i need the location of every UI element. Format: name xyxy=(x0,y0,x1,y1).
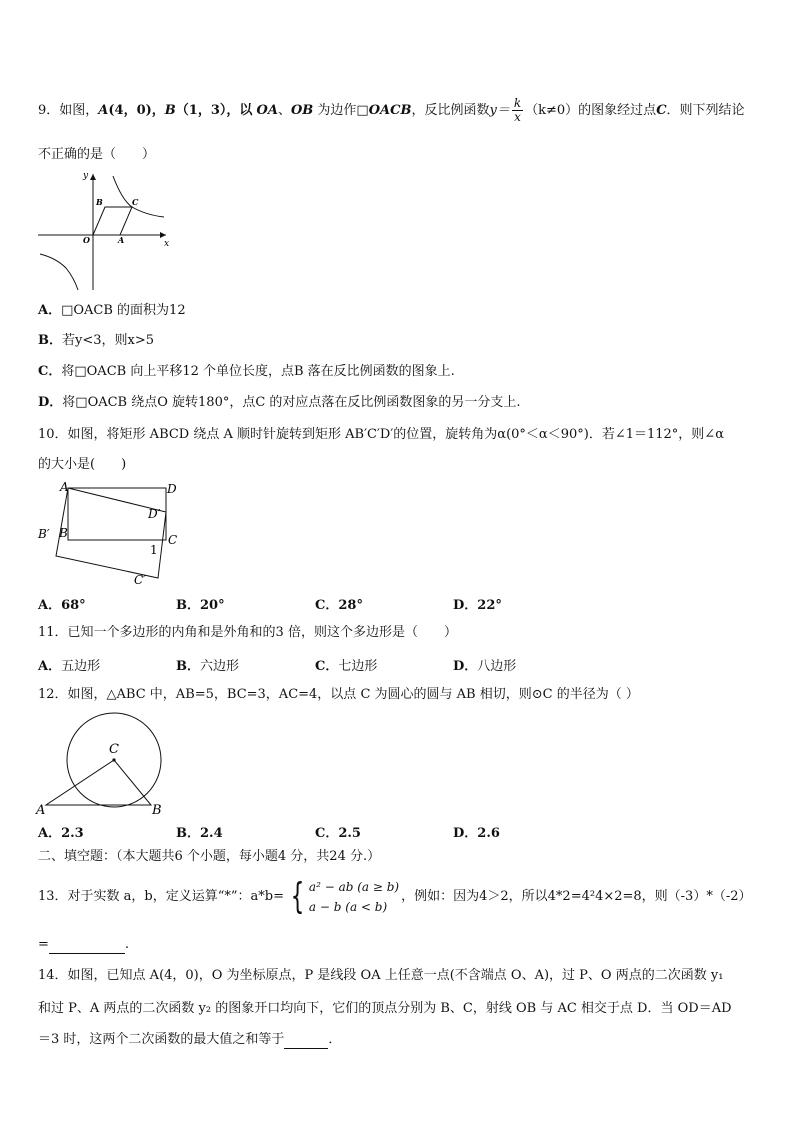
q10-option-b-text: 20° xyxy=(200,598,225,613)
q9-option-c[interactable] xyxy=(38,363,455,381)
q10-figure xyxy=(36,478,186,590)
q9-text: 如图， xyxy=(59,103,99,118)
q12-option-a-text: 2.3 xyxy=(61,826,84,841)
q12-fig-a: A xyxy=(36,803,46,818)
q9-text5: ．则下列结论 xyxy=(666,103,745,118)
q13-suffix: ，例如：因为4＞2，所以4*2=4²4×2=8，则（-3）*（-2） xyxy=(401,889,752,904)
q9-fig-b: B xyxy=(96,197,103,207)
q10-fig-a: A xyxy=(60,480,69,494)
q12-fig-b: B xyxy=(152,803,162,818)
q14-line1: 14．如图，已知点 A(4，0)，O 为坐标原点，P 是线段 OA 上任意一点(不含端点 O、A)，过 P、O 两点的二次函数 y₁ xyxy=(38,968,724,983)
q10-fig-c: C xyxy=(168,533,178,547)
q13-line2 xyxy=(38,936,129,954)
q9-hyperbola-branch2 xyxy=(40,254,78,290)
q11-option-d[interactable] xyxy=(453,655,516,674)
q13-line1 xyxy=(38,872,752,922)
q9-option-a[interactable] xyxy=(38,302,186,320)
q9-a-coord: (4，0)， xyxy=(108,103,165,118)
q10-option-c-label: C． xyxy=(315,598,339,613)
q13-prefix: 13．对于实数 a，b，定义运算“*”：a*b= xyxy=(38,889,285,904)
q9-frac-num: k xyxy=(513,96,522,110)
q9-option-b-text: 若y<3，则x>5 xyxy=(62,333,155,348)
q9-point-b: B xyxy=(164,103,176,118)
q9-line2: 不正确的是（ ） xyxy=(38,147,156,162)
q12-option-b-text: 2.4 xyxy=(200,826,223,841)
q12-fig-c: C xyxy=(109,742,119,757)
q9-oacb: OACB xyxy=(368,103,412,118)
q10-option-a-text: 68° xyxy=(61,598,86,613)
q9-frac-den: x xyxy=(514,110,521,124)
q9-option-b[interactable] xyxy=(38,332,154,350)
q9-ob: OB xyxy=(290,103,314,118)
q10-option-d-label: D． xyxy=(453,598,478,613)
q10-option-b[interactable] xyxy=(176,594,225,613)
q10-fig-d: D xyxy=(167,482,177,496)
q9-option-c-text: 将□OACB 向上平移12 个单位长度，点B 落在反比例函数的图象上. xyxy=(61,364,455,379)
q11-option-a[interactable] xyxy=(38,655,100,674)
q9-fraction xyxy=(512,97,523,124)
q10-fig-cp: C′ xyxy=(134,573,146,587)
q12-option-c[interactable] xyxy=(315,822,361,841)
q9-number: 9． xyxy=(38,103,60,118)
q9-y-eq: y＝ xyxy=(489,103,510,118)
q13-end: . xyxy=(124,937,130,952)
q9-b-coord: （1，3），以 xyxy=(175,103,253,118)
q11-option-d-label: D． xyxy=(453,659,478,674)
q11-option-c[interactable] xyxy=(315,655,377,674)
q11-option-b-text: 六边形 xyxy=(200,659,240,674)
q9-option-b-label: B． xyxy=(38,333,62,348)
q11-option-b-label: B． xyxy=(176,659,200,674)
q10-option-a[interactable] xyxy=(38,594,86,613)
q9-option-d-text: 将□OACB 绕点O 旋转180°，点C 的对应点落在反比例函数图象的另一分支上. xyxy=(62,395,521,410)
q10-fig-dp: D′ xyxy=(148,507,161,521)
q9-option-d[interactable] xyxy=(38,394,521,412)
q9-option-c-label: C． xyxy=(38,364,62,379)
q9-fig-o: O xyxy=(83,235,90,245)
q13-piecewise xyxy=(286,877,399,917)
q9-x-label: x xyxy=(164,239,170,249)
q10-fig-1: 1 xyxy=(150,543,158,557)
q12-option-a[interactable] xyxy=(38,822,84,841)
q13-case2: a − b (a < b) xyxy=(308,899,388,914)
q9-text4: 的图象经过点 xyxy=(578,103,657,118)
q9-option-a-text: □OACB 的面积为12 xyxy=(61,303,186,318)
q13-answer-blank[interactable] xyxy=(49,939,125,954)
q11-option-a-label: A． xyxy=(38,659,62,674)
q10-line1: 10．如图，将矩形 ABCD 绕点 A 顺时针旋转到矩形 AB′C′D′的位置，旋转角为α(0°＜α＜90°)．若∠1＝112°，则∠α xyxy=(38,427,724,442)
q11-option-a-text: 五边形 xyxy=(61,659,101,674)
q12-center-dot xyxy=(112,758,115,761)
q9-parallelogram xyxy=(93,207,132,235)
q13-brace: { xyxy=(290,875,305,917)
q12-figure xyxy=(34,708,169,820)
q9-option-d-label: D． xyxy=(38,395,63,410)
q10-line2: 的大小是( ) xyxy=(38,457,127,472)
q13-eq: = xyxy=(38,937,49,952)
q9-cond: （k≠0） xyxy=(525,103,579,118)
q9-figure xyxy=(36,168,176,293)
q12-option-c-text: 2.5 xyxy=(338,826,361,841)
q10-rect-rotated xyxy=(56,488,166,578)
q11-option-c-label: C． xyxy=(315,659,339,674)
q9-text3: ，反比例函数 xyxy=(411,103,490,118)
q10-option-c[interactable] xyxy=(315,594,363,613)
q12-option-c-label: C． xyxy=(315,826,339,841)
q14-answer-blank[interactable] xyxy=(284,1034,328,1049)
q13-cases xyxy=(309,877,399,917)
q11-option-d-text: 八边形 xyxy=(477,659,517,674)
q9-fig-c: C xyxy=(132,197,139,207)
q10-option-a-label: A． xyxy=(38,598,62,613)
q14-line3 xyxy=(38,1031,341,1049)
q9-option-a-label: A． xyxy=(38,303,62,318)
q14-line2: 和过 P、A 两点的二次函数 y₂ 的图象开口均向下，它们的顶点分别为 B、C，射线 OB 与 AC 相交于点 D．当 OD＝AD xyxy=(38,1001,732,1016)
q9-y-label: y xyxy=(83,171,89,181)
q9-text2: 为边作□ xyxy=(317,103,369,118)
q10-option-b-label: B． xyxy=(176,598,200,613)
q11-option-c-text: 七边形 xyxy=(338,659,378,674)
q12-option-d-text: 2.6 xyxy=(477,826,500,841)
q12-option-b-label: B． xyxy=(176,826,200,841)
q9-line1 xyxy=(38,97,745,124)
q12-option-a-label: A． xyxy=(38,826,62,841)
q10-option-c-text: 28° xyxy=(338,598,363,613)
q10-option-d-text: 22° xyxy=(477,598,502,613)
q12-option-d[interactable] xyxy=(453,822,500,841)
q9-fig-a: A xyxy=(118,235,125,245)
q12-triangle xyxy=(46,760,151,805)
q10-option-d[interactable] xyxy=(453,594,502,613)
q9-oa: OA xyxy=(256,103,278,118)
q14-end: ． xyxy=(328,1032,342,1047)
q9-point-a: A xyxy=(98,103,109,118)
q10-fig-bp: B′ xyxy=(38,527,50,541)
q9-point-c: C xyxy=(656,103,667,118)
q9-sep: 、 xyxy=(277,103,291,118)
q9-hyperbola-branch1 xyxy=(113,176,164,217)
q11-option-b[interactable] xyxy=(176,655,239,674)
q9-y-arrow xyxy=(90,174,96,180)
q12-line1: 12．如图，△ABC 中，AB=5，BC=3，AC=4，以点 C 为圆心的圆与 AB 相切，则⊙C 的半径为（ ） xyxy=(38,687,639,702)
q13-case1: a² − ab (a ≥ b) xyxy=(308,879,400,894)
q12-option-d-label: D． xyxy=(453,826,478,841)
q10-fig-b: B xyxy=(59,526,68,540)
q9-x-arrow xyxy=(160,232,166,238)
q14-line3-text: ＝3 时，这两个二次函数的最大值之和等于 xyxy=(38,1032,285,1047)
q12-option-b[interactable] xyxy=(176,822,223,841)
section-2-heading: 二、填空题：（本大题共6 个小题，每小题4 分，共24 分.） xyxy=(38,849,381,864)
q11-line1: 11．已知一个多边形的内角和是外角和的3 倍，则这个多边形是（ ） xyxy=(38,625,457,640)
